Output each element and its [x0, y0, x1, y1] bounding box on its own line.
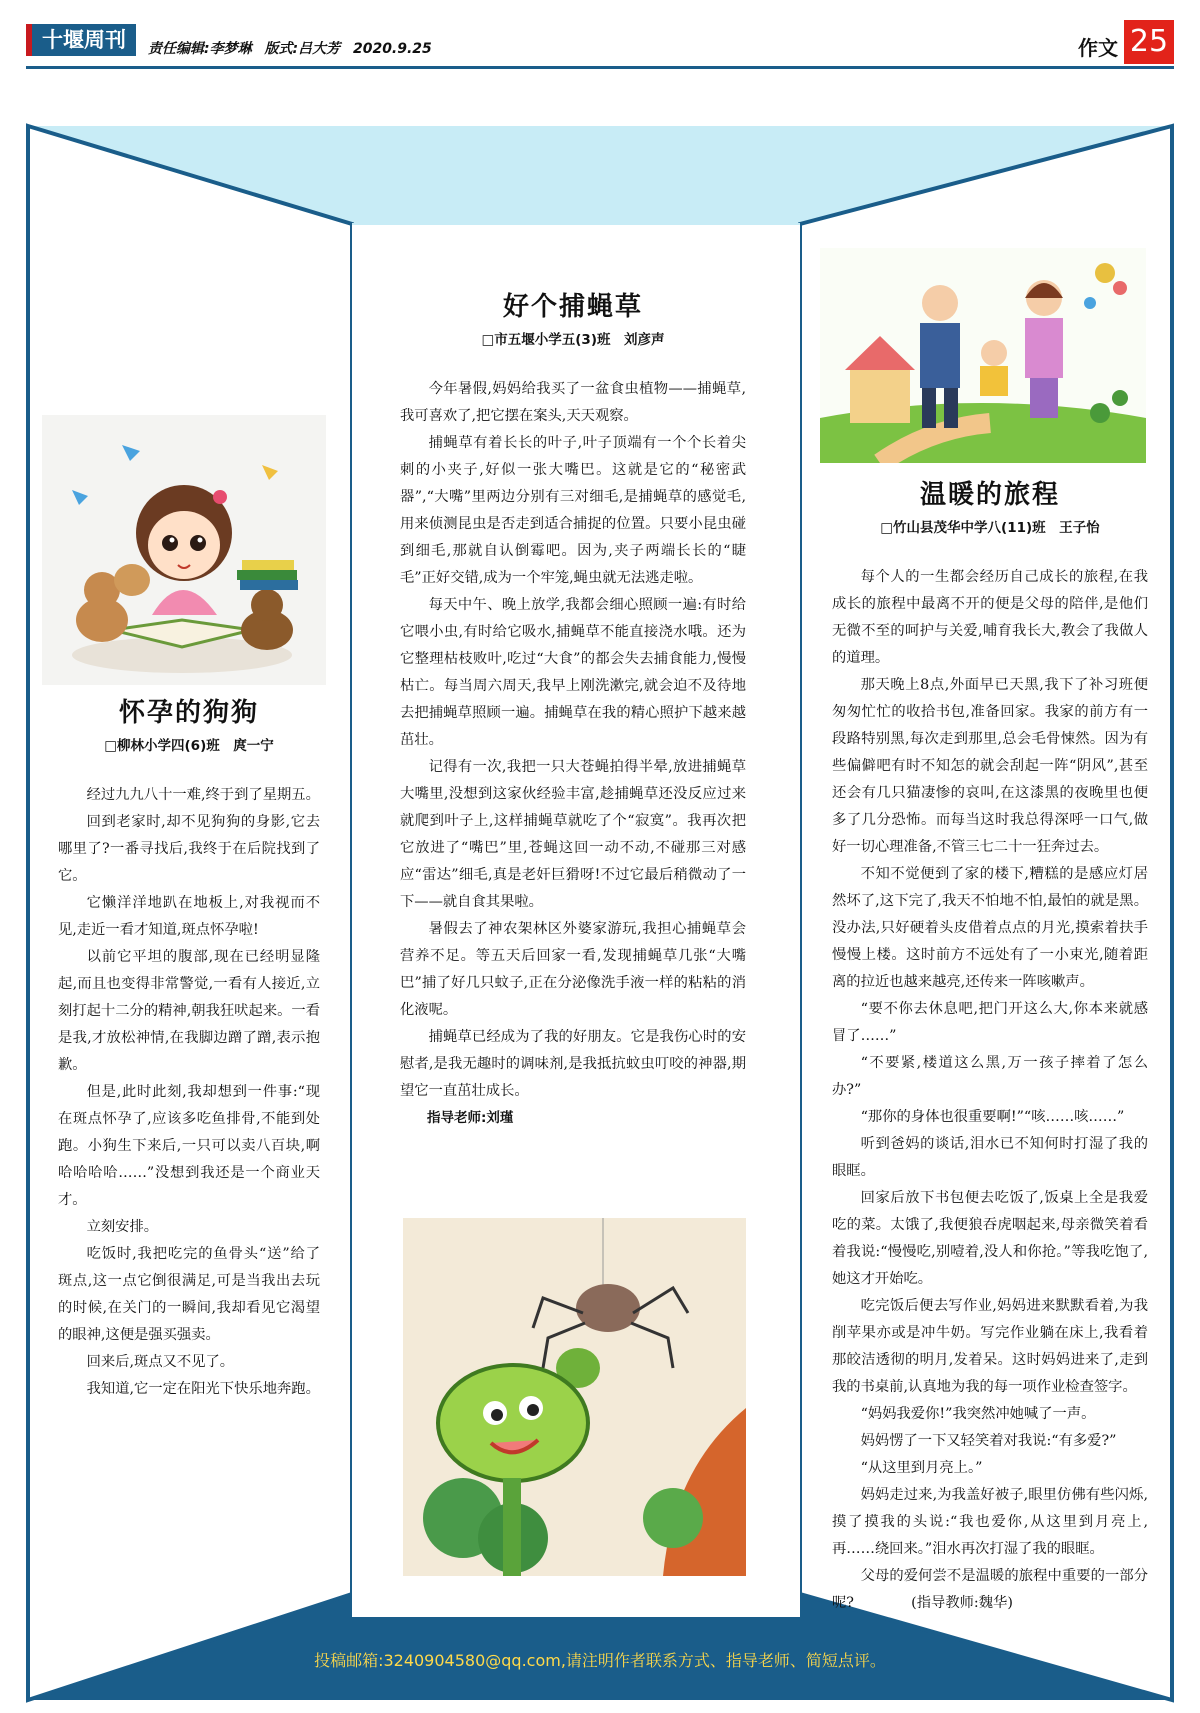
section-name: 作文 — [1078, 36, 1118, 60]
editor-label: 责任编辑:李梦琳 — [148, 41, 252, 57]
article-left-byline: □柳林小学四(6)班 庹一宁 — [104, 738, 274, 754]
paragraph: 捕蝇草已经成为了我的好朋友。它是我伤心时的安慰者,是我无趣时的调味剂,是我抵抗蚊虫叮咬的神器,期望它一直茁壮成长。 — [400, 1029, 746, 1099]
article-left-body — [58, 782, 320, 1403]
paragraph: 那天晚上8点,外面早已天黑,我下了补习班便匆匆忙忙的收拾书包,准备回家。我家的前方有一段路特别黑,每次走到那里,总会毛骨悚然。因为有些偏僻吧有时不知怎的就会刮起一阵“阴风”,甚至还会有几只猫凄惨的哀叫,在这漆黑的夜晚里也便多了几分恐怖。而每当这时我总得深呼一口气,做好一切心理准备,不管三七二十一狂奔过去。 — [832, 677, 1148, 855]
paragraph: 每天中午、晚上放学,我都会细心照顾一遍:有时给它喂小虫,有时给它吸水,捕蝇草不能直接浇水哦。还为它整理枯枝败叶,吃过“大食”的都会失去捕食能力,慢慢枯亡。每当周六周天,我早上刚洗漱完,就会迫不及待地去把捕蝇草照顾一遍。捕蝇草在我的精心照护下越来越茁壮。 — [400, 597, 746, 748]
article-right-body — [832, 564, 1148, 1617]
girl-dogs-illustration — [42, 415, 326, 685]
page-number: 25 — [1124, 20, 1174, 64]
newspaper-logo: 十堰周刊 — [26, 24, 136, 56]
layout-label: 版式:吕大芳 — [264, 41, 341, 57]
paragraph: “要不你去休息吧,把门开这么大,你本来就感冒了……” — [832, 1001, 1148, 1044]
paragraph: 我知道,它一定在阳光下快乐地奔跑。 — [86, 1381, 320, 1397]
submission-footer: 投稿邮箱:3240904580@qq.com,请注明作者联系方式、指导老师、简短点评。 — [314, 1651, 886, 1670]
paragraph: 吃完饭后便去写作业,妈妈进来默默看着,为我削苹果亦或是冲牛奶。写完作业躺在床上,我看着那皎洁透彻的明月,发着呆。这时妈妈进来了,走到我的书桌前,认真地为我的每一项作业检查签字。 — [832, 1298, 1148, 1395]
family-illustration — [820, 248, 1146, 463]
paragraph: 以前它平坦的腹部,现在已经明显隆起,而且也变得非常警觉,一看有人接近,立刻打起十二分的精神,朝我狂吠起来。一看是我,才放松神情,在我脚边蹭了蹭,表示抱歉。 — [58, 949, 320, 1073]
paragraph: 但是,此时此刻,我却想到一件事:“现在斑点怀孕了,应该多吃鱼排骨,不能到处跑。小狗生下来后,一只可以卖八百块,啊哈哈哈哈……”没想到我还是一个商业天才。 — [58, 1084, 320, 1208]
paragraph: 妈妈走过来,为我盖好被子,眼里仿佛有些闪烁,摸了摸我的头说:“我也爱你,从这里到月亮上,再……绕回来。”泪水再次打湿了我的眼眶。 — [832, 1487, 1148, 1557]
paragraph: 捕蝇草有着长长的叶子,叶子顶端有一个个长着尖刺的小夹子,好似一张大嘴巴。这就是它的“秘密武器”,“大嘴”里两边分别有三对细毛,是捕蝇草的感觉毛,用来侦测昆虫是否走到适合捕捉的位置。只要小昆虫碰到细毛,那就自认倒霉吧。因为,夹子两端长长的“睫毛”正好交错,成为一个牢笼,蝇虫就无法逃走啦。 — [400, 435, 746, 586]
article-right — [832, 482, 1148, 1617]
paragraph: 今年暑假,妈妈给我买了一盆食虫植物——捕蝇草,我可喜欢了,把它摆在案头,天天观察。 — [400, 381, 746, 424]
paragraph: 回家后放下书包便去吃饭了,饭桌上全是我爱吃的菜。太饿了,我便狼吞虎咽起来,母亲微笑着看着我说:“慢慢吃,别噎着,没人和你抢。”等我吃饱了,她这才开始吃。 — [832, 1190, 1148, 1287]
paragraph: 每个人的一生都会经历自己成长的旅程,在我成长的旅程中最离不开的便是父母的陪伴,是他们无微不至的呵护与关爱,哺育我长大,教会了我做人的道理。 — [832, 569, 1148, 666]
article-middle — [400, 294, 746, 1132]
paragraph: 父母的爱何尝不是温暖的旅程中重要的一部分呢? (指导教师:魏华) — [832, 1568, 1148, 1611]
paragraph: 记得有一次,我把一只大苍蝇拍得半晕,放进捕蝇草大嘴里,没想到这家伙经验丰富,趁捕蝇草还没反应过来就爬到叶子上,这样捕蝇草就吃了个“寂寞”。我再次把它放进了“嘴巴”里,苍蝇这回一动不动,不碰那三对感应“雷达”细毛,真是老奸巨猾呀!不过它最后稍微动了一下——就自食其果啦。 — [400, 759, 746, 910]
article-right-byline: □竹山县茂华中学八(11)班 王子怡 — [880, 520, 1100, 536]
paragraph: “从这里到月亮上。” — [860, 1460, 983, 1476]
paragraph: 立刻安排。 — [86, 1219, 159, 1235]
paragraph: 回来后,斑点又不见了。 — [86, 1354, 235, 1370]
paragraph: 妈妈愣了一下又轻笑着对我说:“有多爱?” — [860, 1433, 1117, 1449]
paragraph: “那你的身体也很重要啊!”“咳……咳……” — [860, 1109, 1125, 1125]
paragraph: 吃饭时,我把吃完的鱼骨头“送”给了斑点,这一点它倒很满足,可是当我出去玩的时候,在关门的一瞬间,我却看见它渴望的眼神,这便是强买强卖。 — [58, 1246, 320, 1343]
article-left-title: 怀孕的狗狗 — [118, 698, 259, 728]
paragraph: 暑假去了神农架林区外婆家游玩,我担心捕蝇草会营养不足。等五天后回家一看,发现捕蝇草几张“大嘴巴”捕了好几只蚊子,正在分泌像洗手液一样的粘粘的消化液呢。 — [400, 921, 746, 1018]
paragraph: “不要紧,楼道这么黑,万一孩子摔着了怎么办?” — [832, 1055, 1148, 1098]
paragraph: 回到老家时,却不见狗狗的身影,它去哪里了?一番寻找后,我终于在后院找到了它。 — [58, 814, 320, 884]
flytrap-spider-illustration — [403, 1218, 746, 1576]
issue-date: 2020.9.25 — [352, 41, 432, 57]
article-middle-teacher: 指导老师:刘瑾 — [427, 1110, 514, 1126]
article-middle-body — [400, 376, 746, 1105]
article-left — [58, 700, 320, 1403]
article-right-title: 温暖的旅程 — [919, 480, 1060, 510]
paragraph: 经过九九八十一难,终于到了星期五。 — [86, 787, 320, 803]
article-middle-title: 好个捕蝇草 — [502, 292, 643, 322]
article-middle-byline: □市五堰小学五(3)班 刘彦声 — [481, 332, 665, 348]
paragraph: 它懒洋洋地趴在地板上,对我视而不见,走近一看才知道,斑点怀孕啦! — [58, 895, 320, 938]
paragraph: “妈妈我爱你!”我突然冲她喊了一声。 — [860, 1406, 1096, 1422]
paragraph: 不知不觉便到了家的楼下,糟糕的是感应灯居然坏了,这下完了,我天不怕地不怕,最怕的就是黑。没办法,只好硬着头皮借着点点的月光,摸索着扶手慢慢上楼。这时前方不远处有了一小束光,随着距离的拉近也越来越亮,还传来一阵咳嗽声。 — [832, 866, 1148, 990]
paragraph: 听到爸妈的谈话,泪水已不知何时打湿了我的眼眶。 — [832, 1136, 1148, 1179]
